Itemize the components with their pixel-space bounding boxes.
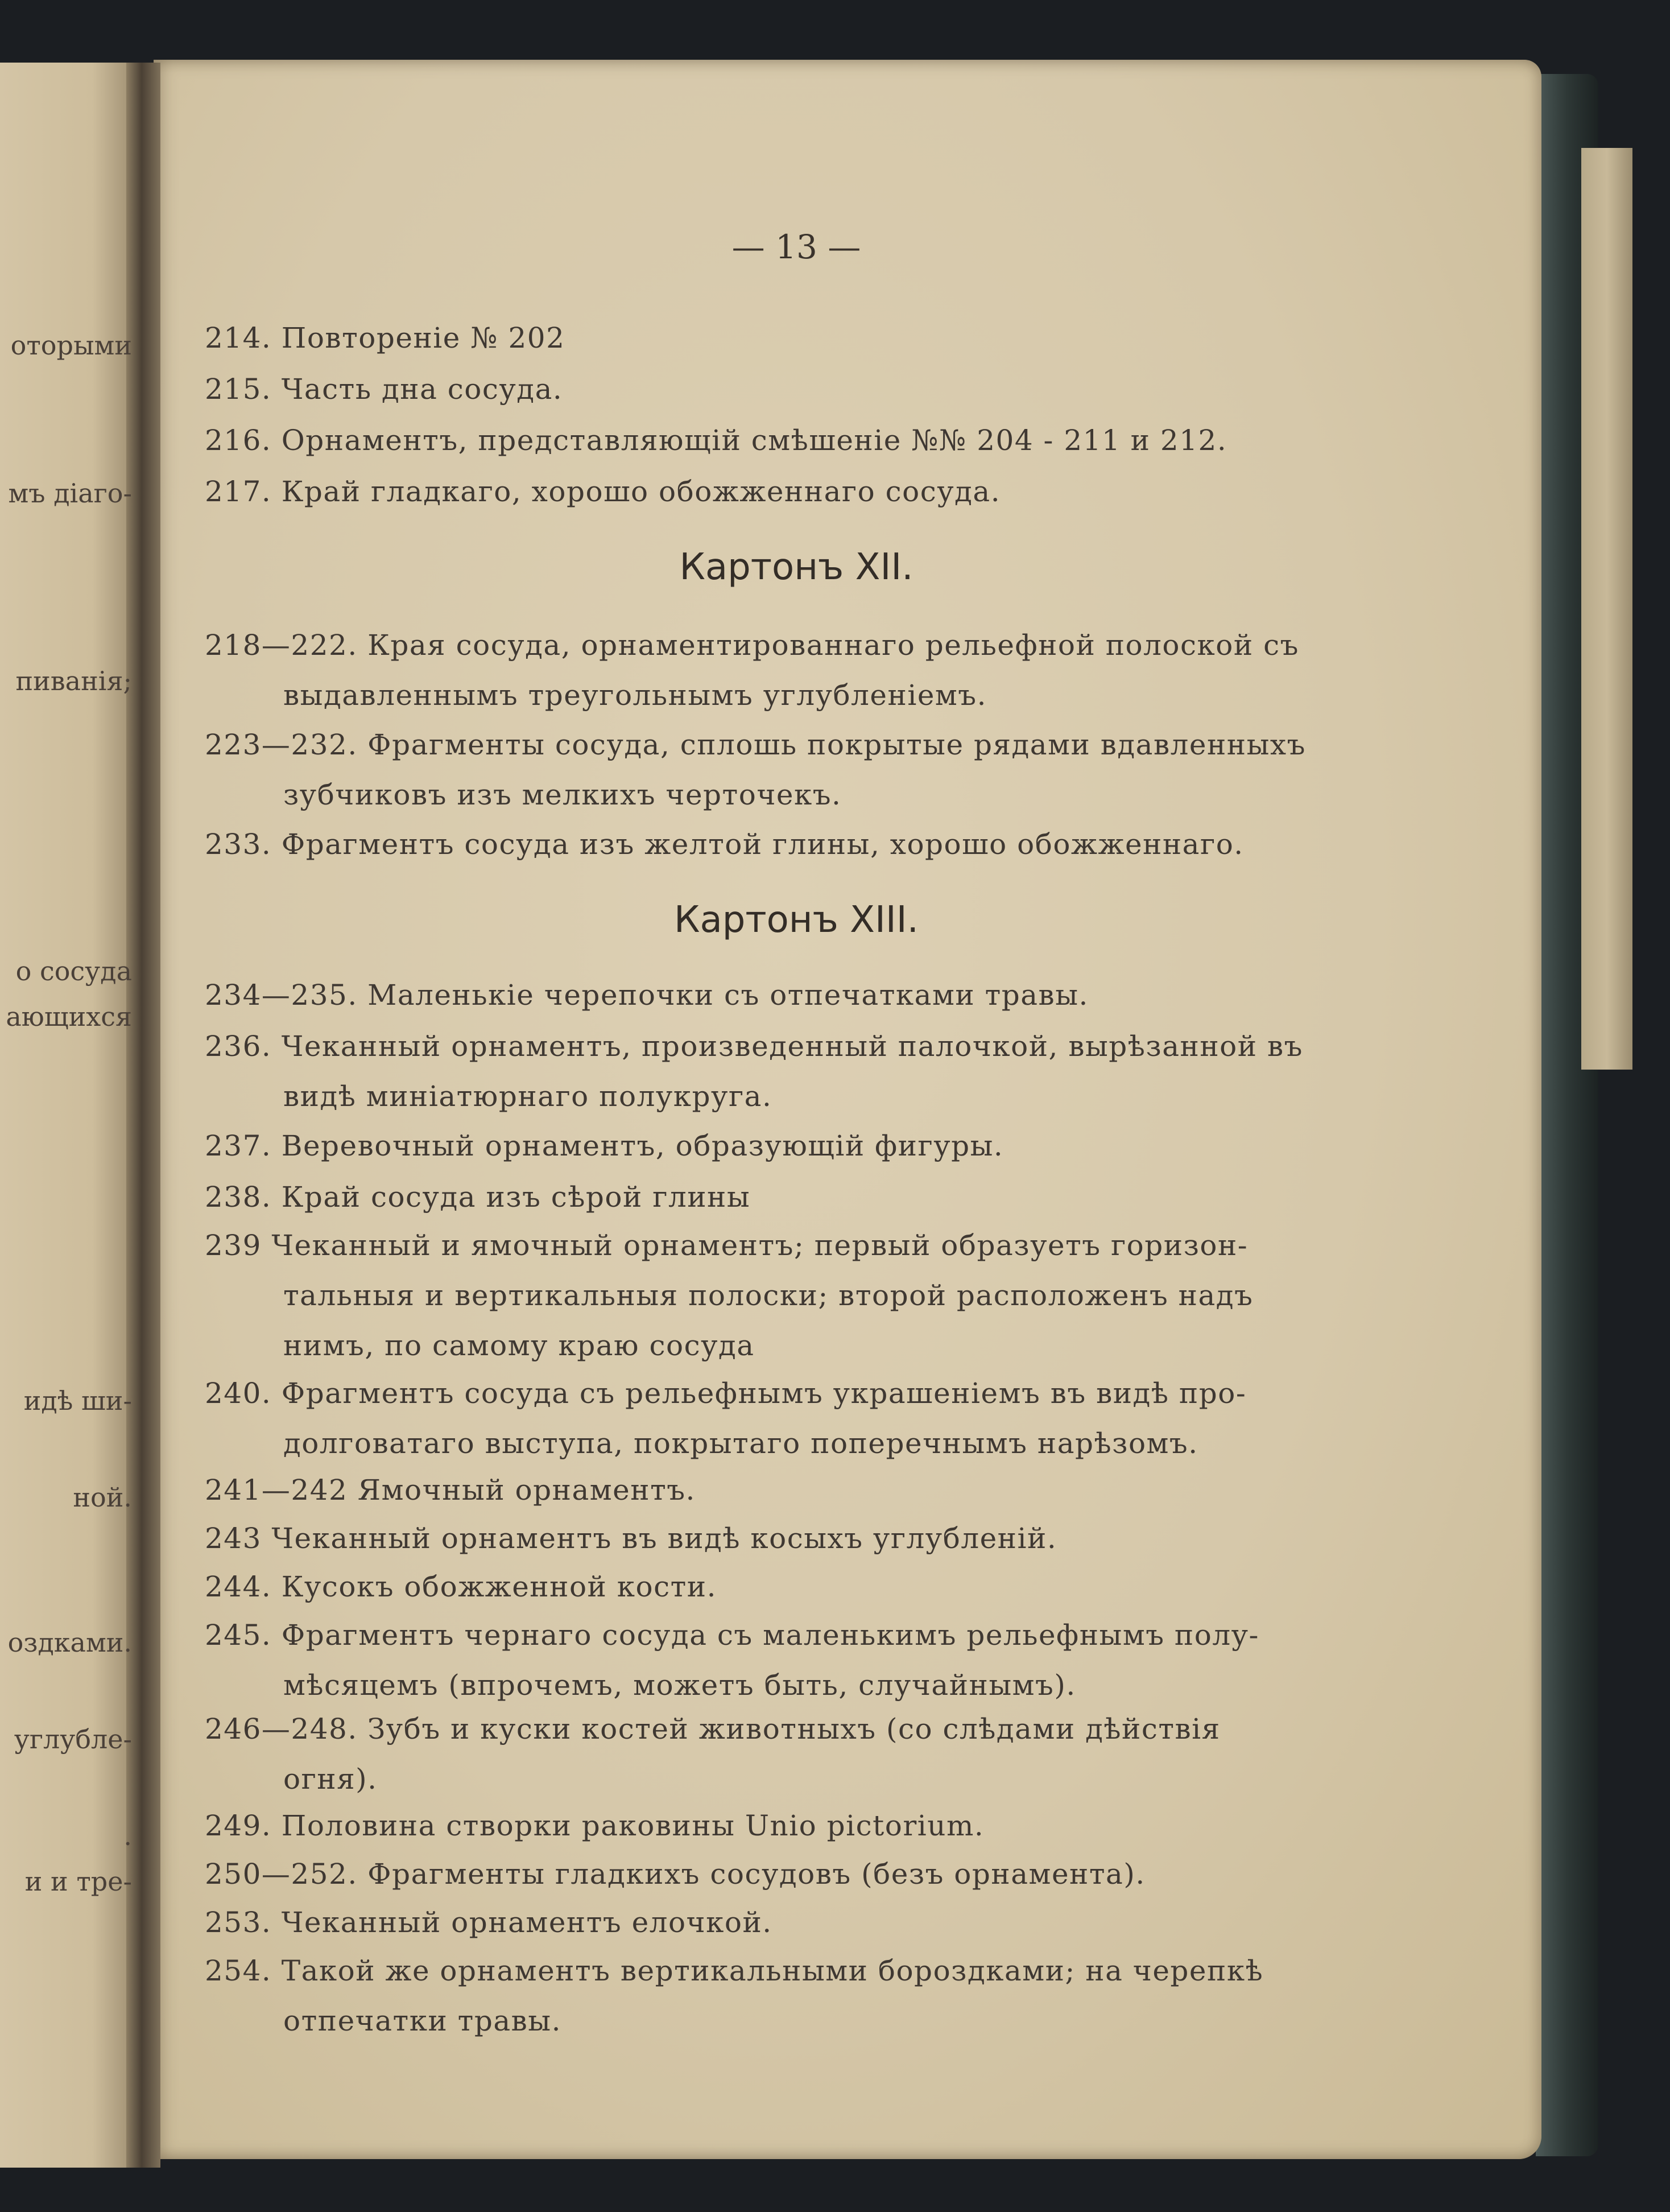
entry-line: 237. Веревочный орнаментъ, образующій фигуры.: [205, 1129, 1004, 1162]
left-page-fragment: пиванія;: [15, 666, 132, 696]
entry-line: зубчиковъ изъ мелкихъ черточекъ.: [283, 778, 842, 811]
entry-line: 218—222. Края сосуда, орнаментированнаго рельефной полоской съ: [205, 629, 1299, 662]
entry-line: 236. Чеканный орнаментъ, произведенный палочкой, вырѣзанной въ: [205, 1030, 1303, 1063]
entry-line: видѣ миніатюрнаго полукруга.: [283, 1080, 772, 1113]
entry-line: нимъ, по самому краю сосуда: [283, 1329, 755, 1362]
entry-line: отпечатки травы.: [283, 2004, 561, 2037]
entry-line: 254. Такой же орнаментъ вертикальными бороздками; на черепкѣ: [205, 1954, 1264, 1987]
entry-line: 249. Половина створки раковины Unio pictorium.: [205, 1809, 985, 1842]
entry-line: тальныя и вертикальныя полоски; второй расположенъ надъ: [283, 1279, 1254, 1312]
left-page-fragment: и и тре-: [24, 1866, 132, 1897]
entry-line: 233. Фрагментъ сосуда изъ желтой глины, хорошо обожженнаго.: [205, 828, 1244, 861]
entry-line: 239 Чеканный и ямочный орнаментъ; первый образуетъ горизон-: [205, 1229, 1249, 1262]
entry-line: мѣсяцемъ (впрочемъ, можетъ быть, случайнымъ).: [283, 1669, 1076, 1702]
entry-line: 223—232. Фрагменты сосуда, сплошь покрытые рядами вдавленныхъ: [205, 728, 1306, 761]
entry-line: 214. Повтореніе № 202: [205, 321, 565, 354]
entry-line: выдавленнымъ треугольнымъ углубленіемъ.: [283, 679, 987, 712]
left-page-fragment: мъ діаго-: [8, 478, 132, 509]
entry-line: 240. Фрагментъ сосуда съ рельефнымъ украшеніемъ въ видѣ про-: [205, 1377, 1247, 1410]
left-page-fragment: ающихся: [6, 1001, 132, 1032]
entry-line: 243 Чеканный орнаментъ въ видѣ косыхъ углубленій.: [205, 1522, 1057, 1555]
left-page-fragment: о сосуда: [15, 956, 132, 987]
left-page-fragment: оздками.: [7, 1627, 132, 1658]
underlying-sheet: [1581, 148, 1632, 1070]
section-heading: Картонъ XIII.: [674, 899, 919, 941]
entry-line: 253. Чеканный орнаментъ елочкой.: [205, 1906, 772, 1939]
entry-line: 245. Фрагментъ чернаго сосуда съ маленькимъ рельефнымъ полу-: [205, 1619, 1259, 1652]
entry-line: 234—235. Маленькіе черепочки съ отпечатками травы.: [205, 979, 1089, 1012]
entry-line: 238. Край сосуда изъ сѣрой глины: [205, 1181, 751, 1214]
entry-line: 215. Часть дна сосуда.: [205, 373, 563, 406]
entry-line: 244. Кусокъ обожженной кости.: [205, 1570, 717, 1603]
entry-line: 250—252. Фрагменты гладкихъ сосудовъ (безъ орнамента).: [205, 1858, 1146, 1891]
entry-line: 246—248. Зубъ и куски костей животныхъ (со слѣдами дѣйствія: [205, 1712, 1221, 1745]
left-page-fragment: .: [123, 1821, 132, 1851]
entry-line: долговатаго выступа, покрытаго поперечнымъ нарѣзомъ.: [283, 1427, 1198, 1460]
entry-line: 241—242 Ямочный орнаментъ.: [205, 1474, 696, 1507]
page-number: — 13 —: [731, 228, 861, 266]
section-heading: Картонъ XII.: [679, 546, 913, 588]
entry-line: 216. Орнаментъ, представляющій смѣшеніе №№ 204 - 211 и 212.: [205, 424, 1227, 457]
book-gutter: [126, 63, 160, 2168]
left-page-fragment: углубле-: [14, 1724, 132, 1755]
left-page-fragment: идѣ ши-: [23, 1385, 132, 1416]
entry-line: огня).: [283, 1763, 378, 1796]
entry-line: 217. Край гладкаго, хорошо обожженнаго сосуда.: [205, 475, 1001, 508]
left-page-fragment: ной.: [73, 1482, 132, 1513]
left-page-fragment: оторыми: [10, 330, 132, 361]
